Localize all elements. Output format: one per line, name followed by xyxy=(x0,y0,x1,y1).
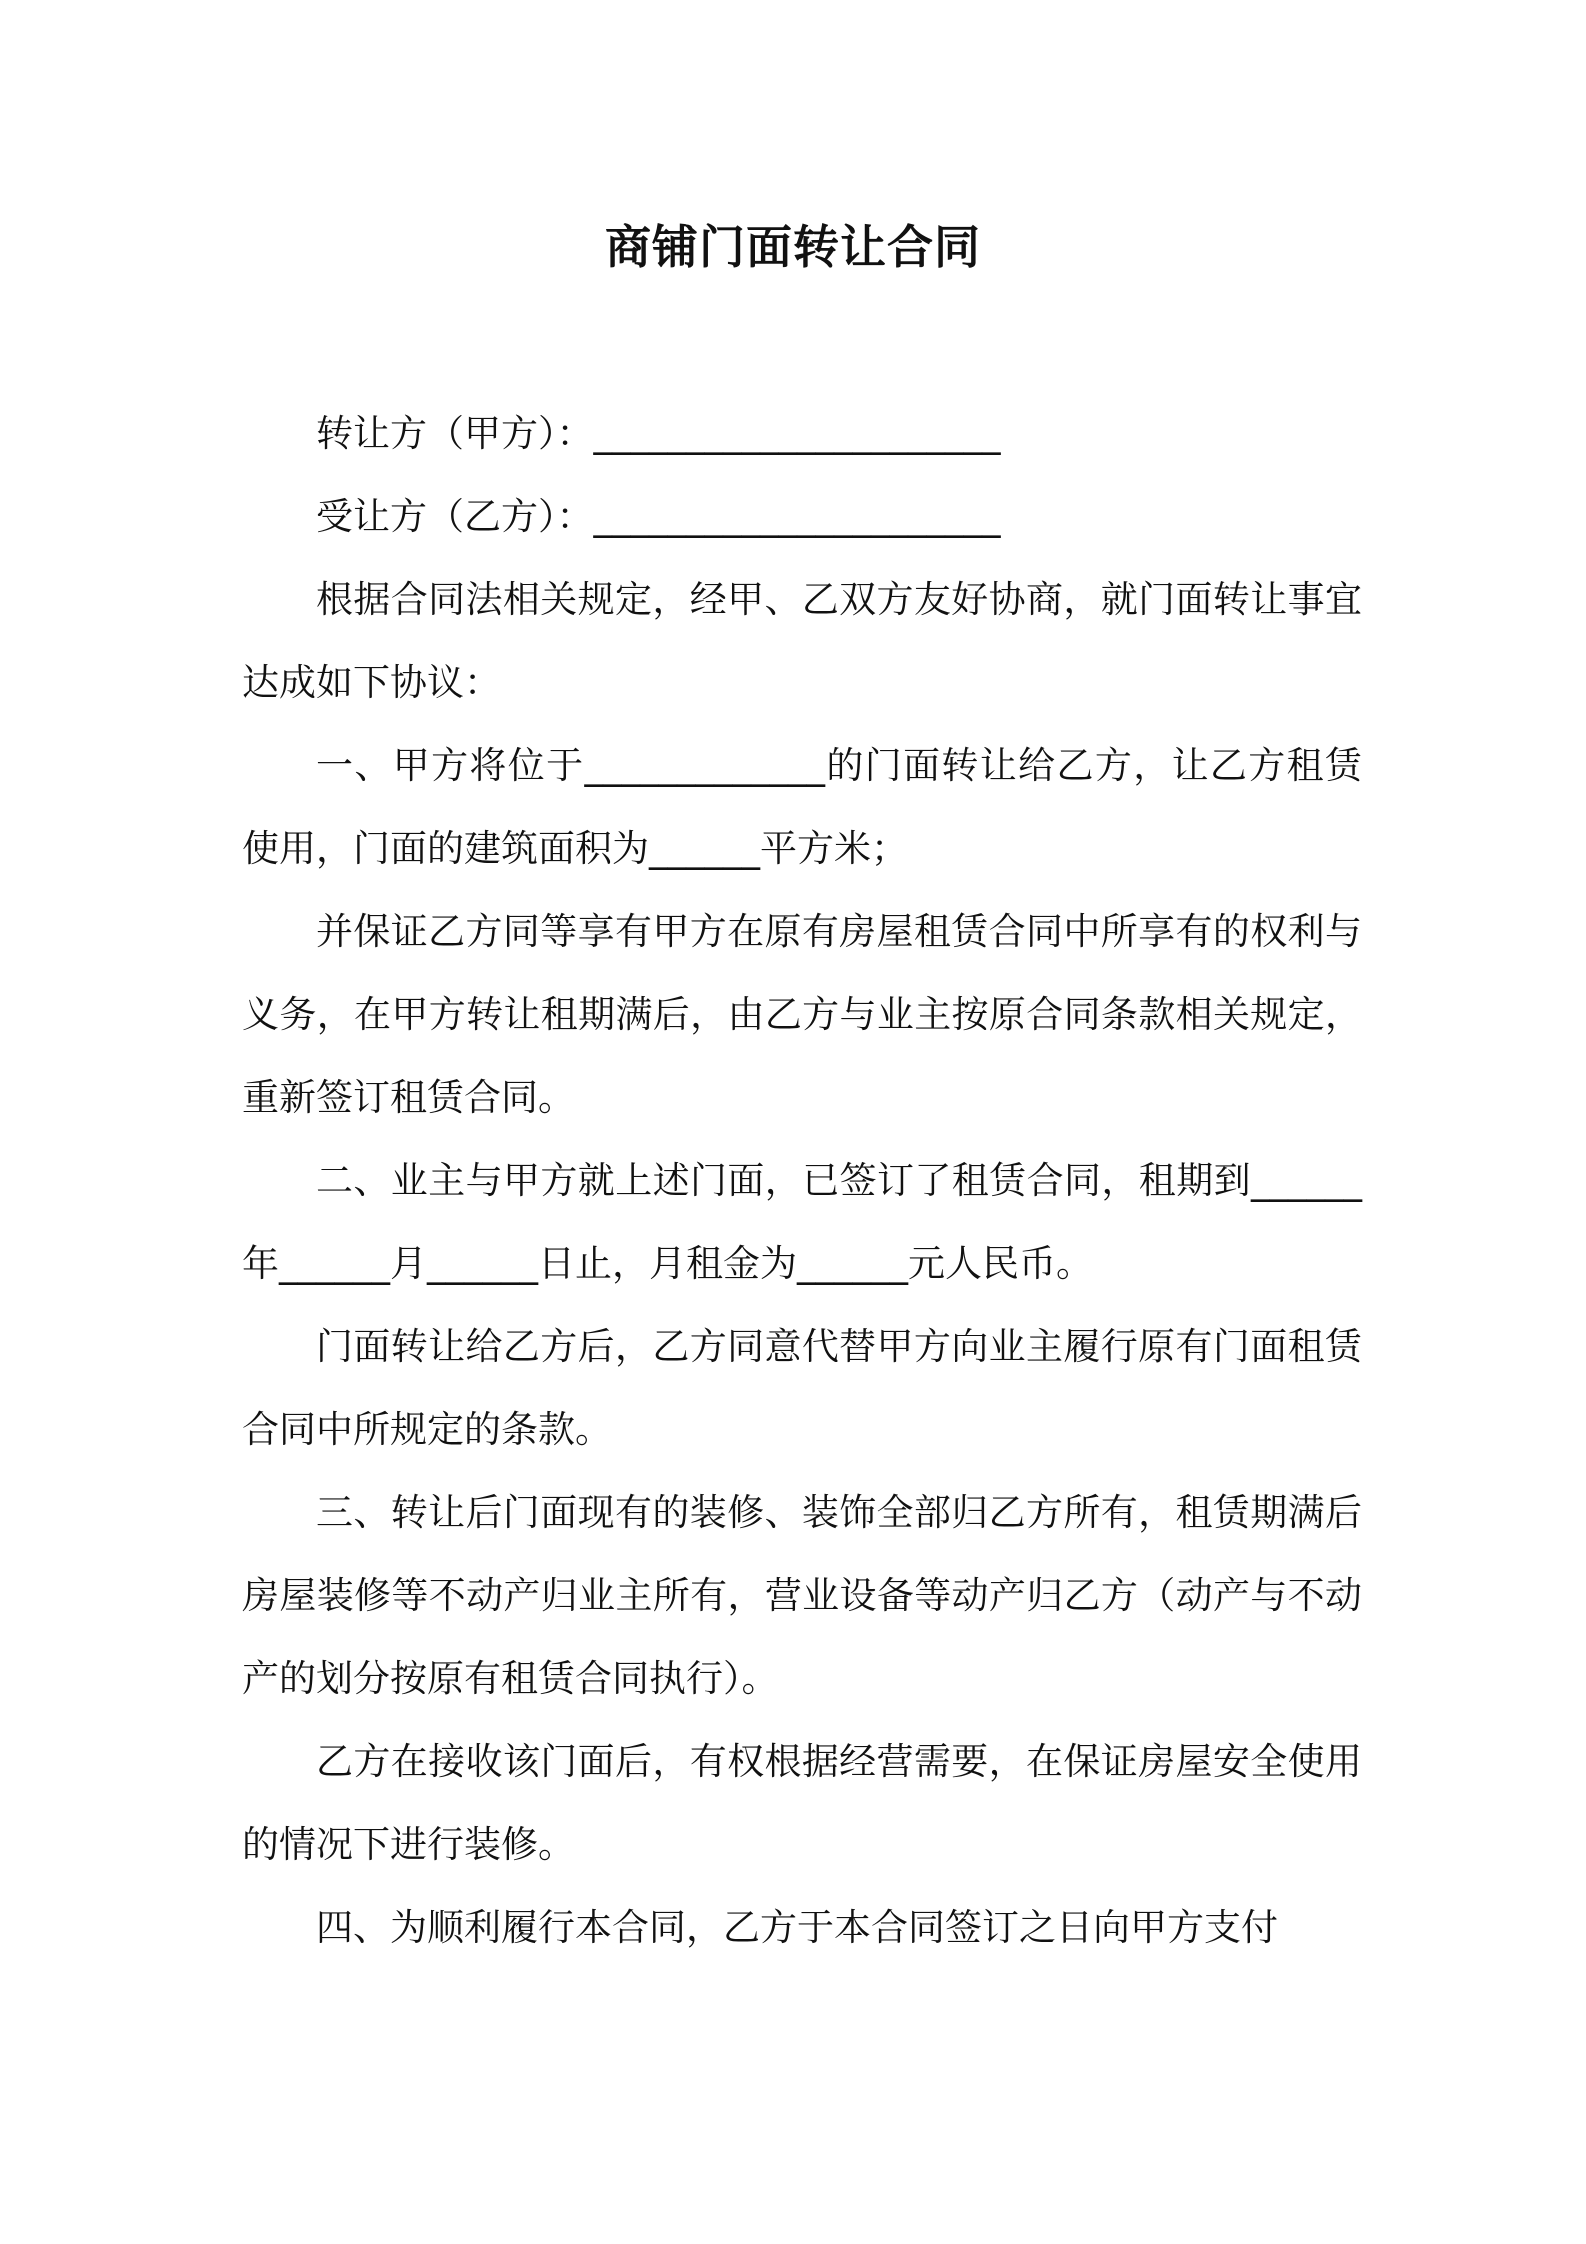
paragraph-clause-3: 三、转让后门面现有的装修、装饰全部归乙方所有，租赁期满后房屋装修等不动产归业主所有，营业设备等动产归乙方（动产与不动产的划分按原有租赁合同执行）。 xyxy=(242,1491,1362,1700)
paragraph-clause-3-renovation: 乙方在接收该门面后，有权根据经营需要，在保证房屋安全使用的情况下进行装修。 xyxy=(242,1740,1362,1866)
paragraph-transferee: 受让方（乙方）：______________________ xyxy=(316,495,1001,538)
paragraph-clause-2-obligations: 门面转让给乙方后，乙方同意代替甲方向业主履行原有门面租赁合同中所规定的条款。 xyxy=(242,1325,1362,1451)
document-title: 商铺门面转让合同 xyxy=(605,220,981,274)
document-body xyxy=(242,392,1362,1969)
paragraph-preamble: 根据合同法相关规定，经甲、乙双方友好协商，就门面转让事宜达成如下协议： xyxy=(242,578,1362,704)
paragraph-transferor: 转让方（甲方）：______________________ xyxy=(316,412,1001,455)
paragraph-clause-1-rights: 并保证乙方同等享有甲方在原有房屋租赁合同中所享有的权利与义务，在甲方转让租期满后，由乙方与业主按原合同条款相关规定，重新签订租赁合同。 xyxy=(242,910,1362,1119)
paragraph-clause-4: 四、为顺利履行本合同，乙方于本合同签订之日向甲方支付 xyxy=(316,1906,1278,1949)
paragraph-clause-1: 一、甲方将位于_____________的门面转让给乙方，让乙方租赁使用，门面的建筑面积为______平方米； xyxy=(242,744,1362,870)
paragraph-clause-2: 二、业主与甲方就上述门面，已签订了租赁合同，租期到______年______月______日止，月租金为______元人民币。 xyxy=(242,1159,1362,1285)
